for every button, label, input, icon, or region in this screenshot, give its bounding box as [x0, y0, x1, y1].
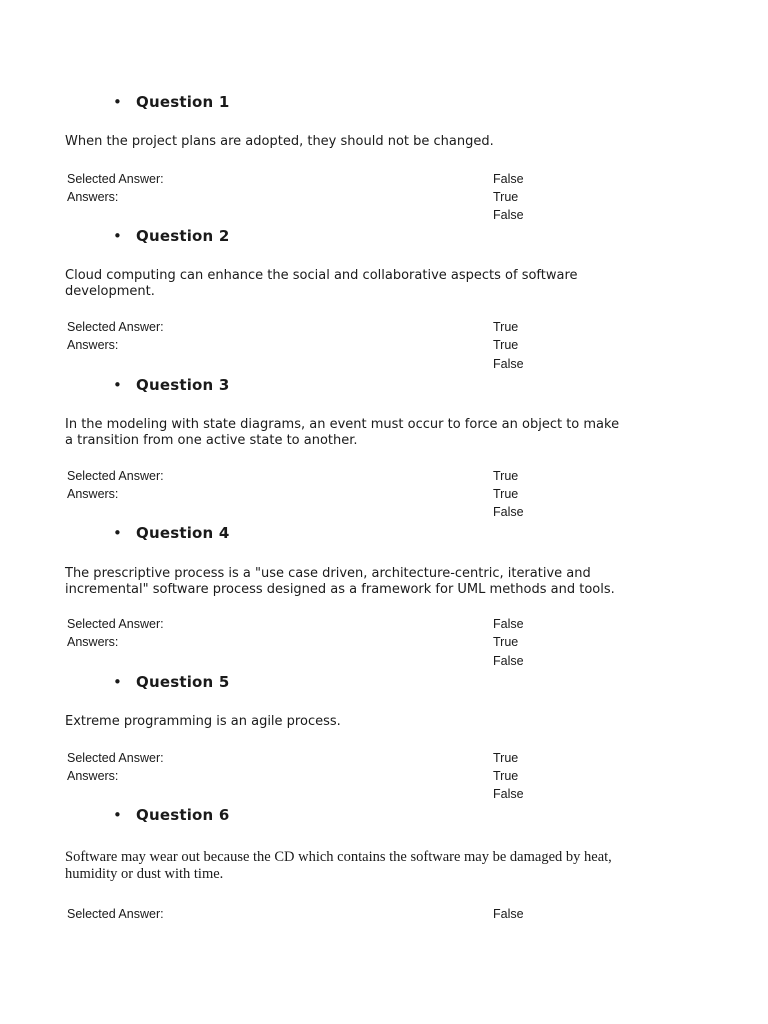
question-text: Software may wear out because the CD which contains the software may be damaged by heat, humidity or dust with time.: [65, 849, 612, 882]
question-text: When the project plans are adopted, they should not be changed.: [65, 134, 494, 149]
question-heading: [113, 375, 230, 395]
question-title: Question 3: [136, 376, 230, 394]
question-title: Question 2: [136, 227, 230, 245]
question-heading: [113, 226, 230, 246]
selected-answer-value: False: [493, 172, 524, 186]
answer-option: False: [493, 208, 524, 222]
selected-answer-value: True: [493, 320, 519, 334]
answers-label: Answers:: [67, 338, 119, 352]
answers-label: Answers:: [67, 190, 119, 204]
answers-label: Answers:: [67, 487, 119, 501]
question-heading: [113, 805, 230, 825]
answer-option: True: [493, 190, 519, 204]
selected-answer-label: Selected Answer:: [67, 320, 164, 334]
answer-option: False: [493, 787, 524, 801]
answer-option: True: [493, 635, 519, 649]
bullet-icon: •: [113, 376, 123, 394]
question-title: Question 5: [136, 673, 230, 691]
bullet-icon: •: [113, 673, 123, 691]
answer-option: False: [493, 505, 524, 519]
selected-answer-value: True: [493, 469, 519, 483]
question-text: In the modeling with state diagrams, an event must occur to force an object to make a transition from one active state to another.: [65, 417, 620, 448]
question-text: The prescriptive process is a "use case driven, architecture-centric, iterative and incremental" software process designed as a framework for UML methods and tools.: [65, 566, 615, 597]
question-title: Question 6: [136, 806, 230, 824]
answer-option: False: [493, 654, 524, 668]
question-title: Question 1: [136, 93, 230, 111]
bullet-icon: •: [113, 227, 123, 245]
question-text: Extreme programming is an agile process.: [65, 714, 341, 729]
selected-answer-value: False: [493, 617, 524, 631]
selected-answer-label: Selected Answer:: [67, 172, 164, 186]
answer-option: True: [493, 769, 519, 783]
answer-option: False: [493, 357, 524, 371]
answer-option: True: [493, 487, 519, 501]
selected-answer-label: Selected Answer:: [67, 907, 164, 921]
answers-label: Answers:: [67, 769, 119, 783]
selected-answer-label: Selected Answer:: [67, 469, 164, 483]
bullet-icon: •: [113, 93, 123, 111]
selected-answer-label: Selected Answer:: [67, 617, 164, 631]
selected-answer-value: True: [493, 751, 519, 765]
answers-label: Answers:: [67, 635, 119, 649]
selected-answer-value: False: [493, 907, 524, 921]
answer-option: True: [493, 338, 519, 352]
question-heading: [113, 523, 230, 543]
question-heading: [113, 92, 230, 112]
bullet-icon: •: [113, 524, 123, 542]
question-title: Question 4: [136, 524, 230, 542]
question-text: Cloud computing can enhance the social and collaborative aspects of software development.: [65, 268, 578, 299]
question-heading: [113, 672, 230, 692]
bullet-icon: •: [113, 806, 123, 824]
selected-answer-label: Selected Answer:: [67, 751, 164, 765]
